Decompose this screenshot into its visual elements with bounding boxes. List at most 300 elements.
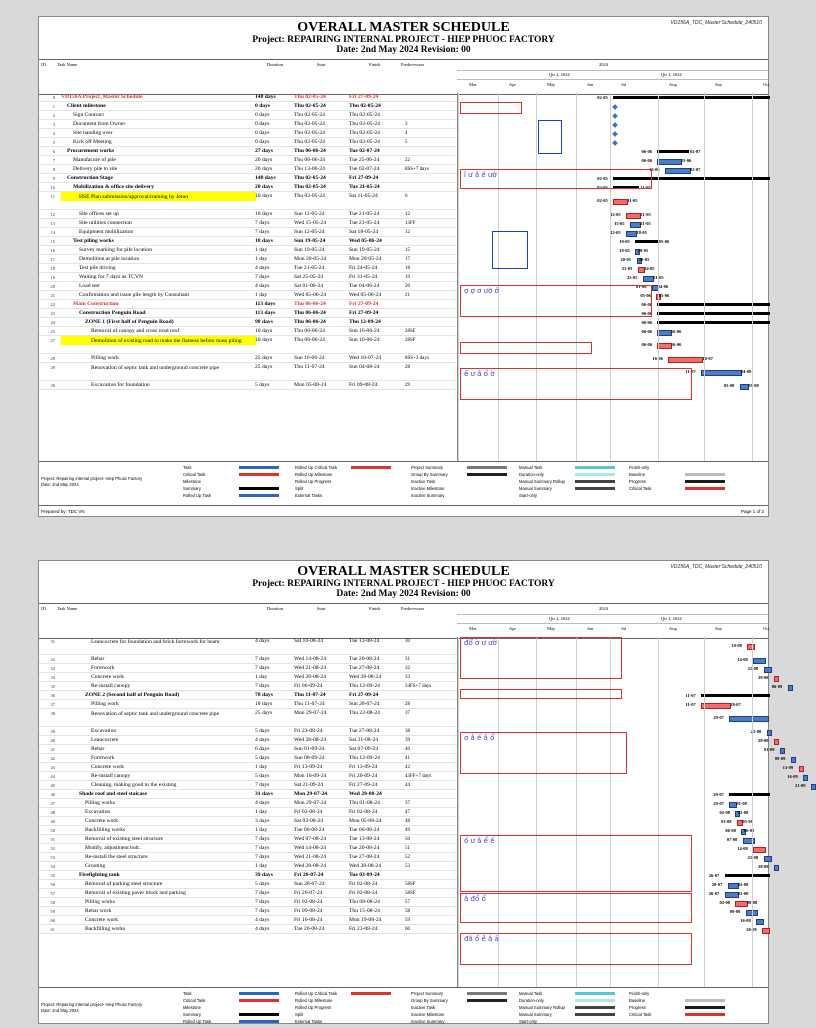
timeline-qtr3: Qtr 3, 2024 (661, 72, 682, 77)
task-duration: 25 days (255, 355, 273, 361)
bar-start-label: 06-06 (641, 301, 652, 307)
task-bar (657, 330, 671, 336)
table-row[interactable] (39, 853, 457, 862)
month-gridline (536, 93, 537, 461)
task-start: Sun 12-05-24 (294, 229, 325, 235)
task-start: Thu 11-07-24 (294, 701, 325, 707)
task-predecessors: 58 (405, 909, 410, 914)
task-id: 25 (50, 329, 55, 334)
table-row[interactable] (39, 300, 457, 309)
prepared-by: Prepared by: TDC VN (41, 509, 85, 514)
task-id: 59 (50, 909, 55, 914)
table-row[interactable] (39, 309, 457, 318)
bar-end-label: 04-08 (740, 369, 752, 374)
bar-start-label: 05-06 (640, 292, 651, 298)
task-id: 17 (50, 257, 55, 262)
task-name: Modify, adjustment bolt.. (85, 845, 142, 851)
legend-item: Group By Summary (411, 998, 448, 1003)
task-id: 33 (50, 666, 55, 671)
bar-end-label: 06-08 (743, 827, 755, 833)
task-predecessors: 8SS+3 days (405, 356, 429, 361)
task-predecessors: 52 (405, 855, 410, 860)
legend-item: Rolled Up Progress (295, 479, 332, 484)
table-row[interactable] (39, 93, 457, 102)
task-predecessors: 31 (405, 657, 410, 662)
table-row[interactable] (39, 898, 457, 907)
task-duration: 0 days (255, 121, 270, 127)
task-id: 28 (50, 356, 55, 361)
gantt-chart (457, 93, 768, 461)
schedule-page-2 (38, 560, 806, 1024)
task-name: Test piling works (73, 238, 114, 244)
month-gridline (498, 93, 499, 461)
task-id: 8 (52, 167, 55, 172)
table-row[interactable] (39, 156, 457, 165)
task-name: Concrete work (85, 818, 119, 824)
table-row[interactable] (39, 336, 457, 354)
task-name: Firefighting tank (79, 872, 120, 878)
task-name: VD156A Project_Master Schedule (61, 94, 143, 100)
task-duration: 7 days (255, 890, 270, 896)
table-row[interactable] (39, 255, 457, 264)
task-predecessors: 22 (405, 158, 410, 163)
legend-item: Start-only (519, 493, 537, 498)
task-finish: Sun 28-07-24 (349, 701, 380, 707)
month-gridline (752, 637, 753, 987)
bar-start-label: 14-08 (737, 656, 748, 662)
task-name: Equipment mobilization (79, 229, 134, 235)
task-id: 39 (50, 729, 55, 734)
task-finish: Sun 16-06-24 (349, 337, 380, 343)
table-row[interactable] (39, 745, 457, 754)
table-row[interactable] (39, 709, 457, 727)
project-subtitle: Project: REPAIRING INTERNAL PROJECT - HIEP PHUOC FACTORY (252, 35, 555, 45)
task-id: 60 (50, 918, 55, 923)
table-row[interactable] (39, 817, 457, 826)
task-duration: 148 days (255, 94, 276, 100)
legend-item: Start-only (519, 1019, 537, 1024)
task-predecessors: 57 (405, 900, 410, 905)
task-duration: 0 days (255, 130, 270, 136)
task-finish: Mon 20-05-24 (349, 256, 382, 262)
task-predecessors: 33 (405, 675, 410, 680)
task-finish: Fri 02-08-24 (349, 809, 378, 815)
legend-item: Inactive Summary (411, 493, 445, 498)
schedule-page-1 (38, 16, 769, 517)
task-finish: Tue 21-05-24 (349, 184, 380, 190)
task-finish: Tue 27-08-24 (349, 728, 380, 734)
page-title: OVERALL MASTER SCHEDULE (297, 20, 510, 35)
task-name: Sign Contract (73, 112, 104, 118)
task-finish: Thu 08-08-24 (349, 899, 380, 905)
task-name: ZONE 2 (Second half of Penguin Road) (85, 692, 180, 698)
table-row[interactable] (39, 129, 457, 138)
task-bar (626, 213, 641, 219)
month-label: May (547, 82, 556, 87)
legend-swatch (685, 480, 725, 483)
task-bar (701, 703, 731, 709)
summary-bar (701, 694, 770, 697)
task-duration: 7 days (255, 656, 270, 662)
task-name: Demolition at pile location (79, 256, 140, 262)
task-bar (753, 658, 765, 664)
task-duration: 7 days (255, 229, 270, 235)
bar-start-label: 11-07 (685, 369, 696, 374)
annotation-text: ế ư ầ ổ ờ (464, 370, 495, 378)
table-row[interactable] (39, 772, 457, 781)
milestone-marker (612, 122, 618, 128)
table-row[interactable] (39, 354, 457, 363)
timeline-qtr2: Qtr 2, 2024 (549, 616, 570, 621)
bar-start-label: 12-05 (610, 229, 621, 235)
task-duration: 7 days (255, 683, 270, 689)
task-name: Renovation of septic tank and underground concrete pipe (91, 365, 220, 371)
milestone-marker (612, 104, 618, 110)
month-label: Apr (509, 82, 516, 87)
month-label: Oct (763, 82, 770, 87)
task-name: Leancocrete (91, 737, 119, 743)
legend-swatch (685, 487, 725, 490)
task-predecessors: 28 (405, 702, 410, 707)
task-duration: 39 days (255, 872, 273, 878)
bar-start-label: 11-07 (685, 692, 696, 698)
table-row[interactable] (39, 727, 457, 736)
table-row[interactable] (39, 682, 457, 691)
task-name: Removal of parking steel structure (85, 881, 163, 887)
bar-start-label: 14-08 (737, 845, 748, 851)
task-duration: 1 day (255, 256, 268, 262)
table-row[interactable] (39, 120, 457, 129)
task-start: Sat 03-08-24 (294, 818, 324, 824)
task-duration: 148 days (255, 175, 276, 181)
bar-start-label: 06-09 (771, 683, 783, 689)
task-finish: Tue 04-06-24 (349, 283, 380, 289)
table-row[interactable] (39, 925, 457, 934)
table-row[interactable] (39, 736, 457, 745)
month-label: Jul (621, 82, 627, 87)
task-start: Mon 29-07-24 (294, 710, 327, 716)
task-bar (756, 919, 764, 925)
task-id: 61 (50, 927, 55, 932)
table-row[interactable] (39, 210, 457, 219)
legend-item: Rolled Up Milestone (295, 472, 333, 477)
task-name: Rebar work (85, 908, 112, 914)
milestone-marker (612, 131, 618, 137)
task-id: 11 (50, 194, 55, 199)
task-name: Main Construction (73, 301, 119, 307)
task-bar (811, 784, 816, 790)
table-row[interactable] (39, 889, 457, 898)
task-id: 21 (50, 293, 55, 298)
bar-start-label: 09-08 (729, 908, 741, 914)
table-row[interactable] (39, 916, 457, 925)
task-name: Rebar (91, 656, 105, 662)
bar-start-label: 29-07 (713, 800, 724, 806)
legend-item: Group By Summary (411, 472, 448, 477)
timeline-qtr3: Qtr 3, 2024 (661, 616, 682, 621)
table-row[interactable] (39, 880, 457, 889)
task-bar (665, 168, 691, 174)
task-start: Thu 02-05-24 (294, 193, 325, 199)
highlight-box (492, 231, 528, 269)
task-finish: Tue 02-07-24 (349, 148, 380, 154)
legend-swatch (575, 992, 615, 995)
month-gridline (576, 93, 577, 461)
task-start: Tue 20-08-24 (294, 926, 325, 932)
task-duration: 5 days (255, 382, 270, 388)
legend-item: Task (183, 465, 192, 470)
task-id: 32 (50, 657, 55, 662)
table-row[interactable] (39, 763, 457, 772)
header-duration: Duration (267, 62, 283, 67)
task-id: 52 (50, 846, 55, 851)
bar-start-label: 07-08 (726, 836, 738, 842)
table-row[interactable] (39, 183, 457, 192)
legend-swatch (685, 473, 725, 476)
legend-item: Rolled Up Task (183, 493, 212, 498)
task-id: 56 (50, 882, 55, 887)
task-duration: 25 days (255, 710, 273, 716)
task-start: Sun 16-06-24 (294, 355, 325, 361)
legend-swatch (239, 999, 279, 1002)
task-duration: 0 days (255, 139, 270, 145)
table-row[interactable] (39, 673, 457, 682)
bar-start-label: 26-07 (708, 872, 720, 878)
task-predecessors: 28SF (405, 338, 416, 343)
task-duration: 18 days (255, 701, 273, 707)
task-name: Survey marking for pile location (79, 247, 153, 253)
table-row[interactable] (39, 264, 457, 273)
task-finish: Fri 02-08-24 (349, 890, 378, 896)
table-row[interactable] (39, 844, 457, 853)
annotation-box (460, 689, 622, 699)
table-row[interactable] (39, 871, 457, 880)
legend-item: Rolled Up Critical Task (295, 465, 338, 470)
table-row[interactable] (39, 781, 457, 790)
bar-end-label: 16-06 (670, 328, 682, 334)
legend-item: Manual Summary (519, 486, 552, 491)
bar-start-label: 16-08 (740, 917, 751, 923)
table-row[interactable] (39, 237, 457, 246)
task-bar (613, 199, 628, 205)
legend-swatch (239, 494, 279, 497)
bar-start-label: 02-08 (719, 809, 730, 815)
table-row[interactable] (39, 282, 457, 291)
task-finish: Fri 27-09-24 (349, 94, 379, 100)
legend-item: Manual Task (519, 991, 543, 996)
task-bar (657, 343, 671, 349)
task-predecessors: 38 (405, 729, 410, 734)
task-finish: Tue 13-08-24 (349, 638, 380, 644)
table-row[interactable] (39, 102, 457, 111)
table-row[interactable] (39, 174, 457, 183)
table-row[interactable] (39, 363, 457, 381)
table-row[interactable] (39, 327, 457, 336)
task-name: Re-install the steel structure (85, 854, 148, 860)
task-duration: 1 day (255, 863, 268, 869)
task-bar (788, 685, 793, 691)
table-row[interactable] (39, 147, 457, 156)
table-row[interactable] (39, 381, 457, 390)
task-start: Fri 13-09-24 (294, 764, 323, 770)
task-predecessors: 19 (405, 275, 410, 280)
bar-start-label: 19-05 (619, 247, 630, 253)
task-id: 5 (52, 140, 55, 145)
bar-start-label: 19-05 (619, 238, 630, 244)
task-start: Thu 02-05-24 (294, 94, 326, 100)
legend-item: Critical Task (183, 472, 206, 477)
table-row[interactable] (39, 691, 457, 700)
bar-end-label: 02-08 (737, 881, 749, 887)
task-finish: Fri 02-08-24 (349, 881, 378, 887)
task-predecessors: 5 (405, 140, 408, 145)
task-start: Thu 02-05-24 (294, 112, 325, 118)
legend-item: Rolled Up Milestone (295, 998, 333, 1003)
month-gridline (752, 93, 753, 461)
task-name: Backfilling works (85, 827, 126, 833)
task-start: Fri 26-07-24 (294, 872, 324, 878)
header-finish: Finish (369, 62, 381, 67)
month-label: Mar (469, 626, 477, 631)
task-id: 20 (50, 284, 55, 289)
task-start: Fri 06-09-24 (294, 683, 323, 689)
table-row[interactable] (39, 862, 457, 871)
table-row[interactable] (39, 790, 457, 799)
legend-item: Inactive Milestone (411, 486, 445, 491)
month-label: Sep (715, 626, 722, 631)
task-duration: 10 days (255, 193, 273, 199)
task-predecessors: 28 (405, 365, 410, 370)
table-row[interactable] (39, 754, 457, 763)
table-row[interactable] (39, 799, 457, 808)
task-id: 46 (50, 792, 55, 797)
table-row[interactable] (39, 228, 457, 237)
task-finish: Thu 02-05-24 (349, 130, 380, 136)
date-revision: Date: 2nd May 2024 Revision: 00 (336, 589, 471, 599)
summary-bar (725, 874, 770, 877)
table-row[interactable] (39, 700, 457, 709)
table-row[interactable] (39, 664, 457, 673)
bar-end-label: 02-08 (737, 890, 749, 896)
task-id: 13 (50, 221, 55, 226)
document-id: VD156A_TDC_Master Schedule_240510 (670, 564, 762, 570)
task-name: Excavation (91, 728, 117, 734)
table-row[interactable] (39, 165, 457, 174)
task-id: 48 (50, 810, 55, 815)
table-row[interactable] (39, 907, 457, 916)
table-row[interactable] (39, 808, 457, 817)
bar-end-label: 05-06 (658, 238, 670, 244)
task-name: Pilling work (91, 355, 119, 361)
table-row[interactable] (39, 826, 457, 835)
month-label: Apr (509, 626, 516, 631)
task-finish: Fri 31-05-24 (349, 274, 378, 280)
task-finish: Thu 15-08-24 (349, 908, 380, 914)
task-duration: 7 days (255, 274, 270, 280)
task-name: Delivery pile to site (73, 166, 118, 172)
task-finish: Thu 22-08-24 (349, 710, 380, 716)
legend-swatch (685, 1006, 725, 1009)
bar-end-label: 02-07 (689, 166, 701, 172)
task-name: Backfilling works (85, 926, 126, 932)
footer (39, 505, 768, 516)
task-predecessors: 60 (405, 927, 410, 932)
task-id: 31 (50, 639, 55, 644)
legend-item: External Tasks (295, 493, 323, 498)
legend-swatch (239, 473, 279, 476)
task-start: Thu 06-06-24 (294, 148, 326, 154)
legend-project-info: Project: Repairing internal project- Hiep Phuoc Factory Date: 2nd May 2024 (41, 1002, 143, 1013)
bar-start-label: 01-09 (764, 746, 775, 752)
table-row[interactable] (39, 273, 457, 282)
bar-end-label: 05-06 (658, 292, 670, 298)
task-name: Excavation (85, 809, 111, 815)
task-predecessors: 47 (405, 810, 410, 815)
task-duration: 1 day (255, 827, 268, 833)
header-predecessors: Predecessors (401, 606, 425, 611)
legend-swatch (351, 992, 391, 995)
legend-item: Manual Summary Rollup (519, 1005, 565, 1010)
task-start: Thu 06-06-24 (294, 157, 325, 163)
task-predecessors: 50 (405, 837, 410, 842)
task-name: Site utilities connection (79, 220, 132, 226)
timeline-qtr2: Qtr 2, 2024 (549, 72, 570, 77)
task-finish: Tue 02-07-24 (349, 166, 380, 172)
table-row[interactable] (39, 291, 457, 300)
table-row[interactable] (39, 219, 457, 228)
task-duration: 3 days (255, 818, 270, 824)
table-row[interactable] (39, 637, 457, 655)
annotation-text: đổ ờ ư ườ (464, 639, 497, 647)
table-row[interactable] (39, 111, 457, 120)
month-gridline (704, 637, 705, 987)
task-start: Sun 08-09-24 (294, 755, 325, 761)
task-finish: Fri 27-09-24 (349, 175, 379, 181)
month-gridline (458, 637, 459, 987)
task-finish: Sat 18-05-24 (349, 229, 379, 235)
bar-start-label: 02-05 (597, 94, 608, 100)
task-name: Re-install canopy (91, 683, 131, 689)
task-finish: Fri 27-09-24 (349, 692, 379, 698)
task-predecessors: 58SF (405, 882, 416, 887)
table-row[interactable] (39, 318, 457, 327)
task-id: 34 (50, 675, 55, 680)
task-start: Thu 06-06-24 (294, 310, 326, 316)
task-name: Renovation of septic tank and underground concrete pipe (91, 711, 220, 717)
task-finish: Thu 12-09-24 (349, 755, 380, 761)
legend-item: Manual Summary Rollup (519, 479, 565, 484)
bar-end-label: 01-08 (736, 800, 747, 806)
task-start: Thu 06-06-24 (294, 328, 325, 334)
table-row[interactable] (39, 192, 457, 210)
table-row[interactable] (39, 138, 457, 147)
task-start: Thu 06-06-24 (294, 319, 326, 325)
task-predecessors: 6 (405, 194, 408, 199)
table-row[interactable] (39, 835, 457, 844)
task-finish: Fri 20-09-24 (349, 773, 378, 779)
task-finish: Tue 27-08-24 (349, 854, 380, 860)
task-finish: Fri 09-08-24 (349, 382, 378, 388)
table-row[interactable] (39, 246, 457, 255)
legend-item: Rolled Up Task (183, 1019, 212, 1024)
task-name: Pilling works (85, 899, 115, 905)
task-finish: Sun 04-08-24 (349, 364, 380, 370)
task-start: Wed 21-08-24 (294, 854, 327, 860)
bar-start-label: 28-08 (758, 674, 769, 680)
task-duration: 20 days (255, 166, 273, 172)
table-row[interactable] (39, 655, 457, 664)
bar-end-label: 02-07 (689, 148, 701, 154)
